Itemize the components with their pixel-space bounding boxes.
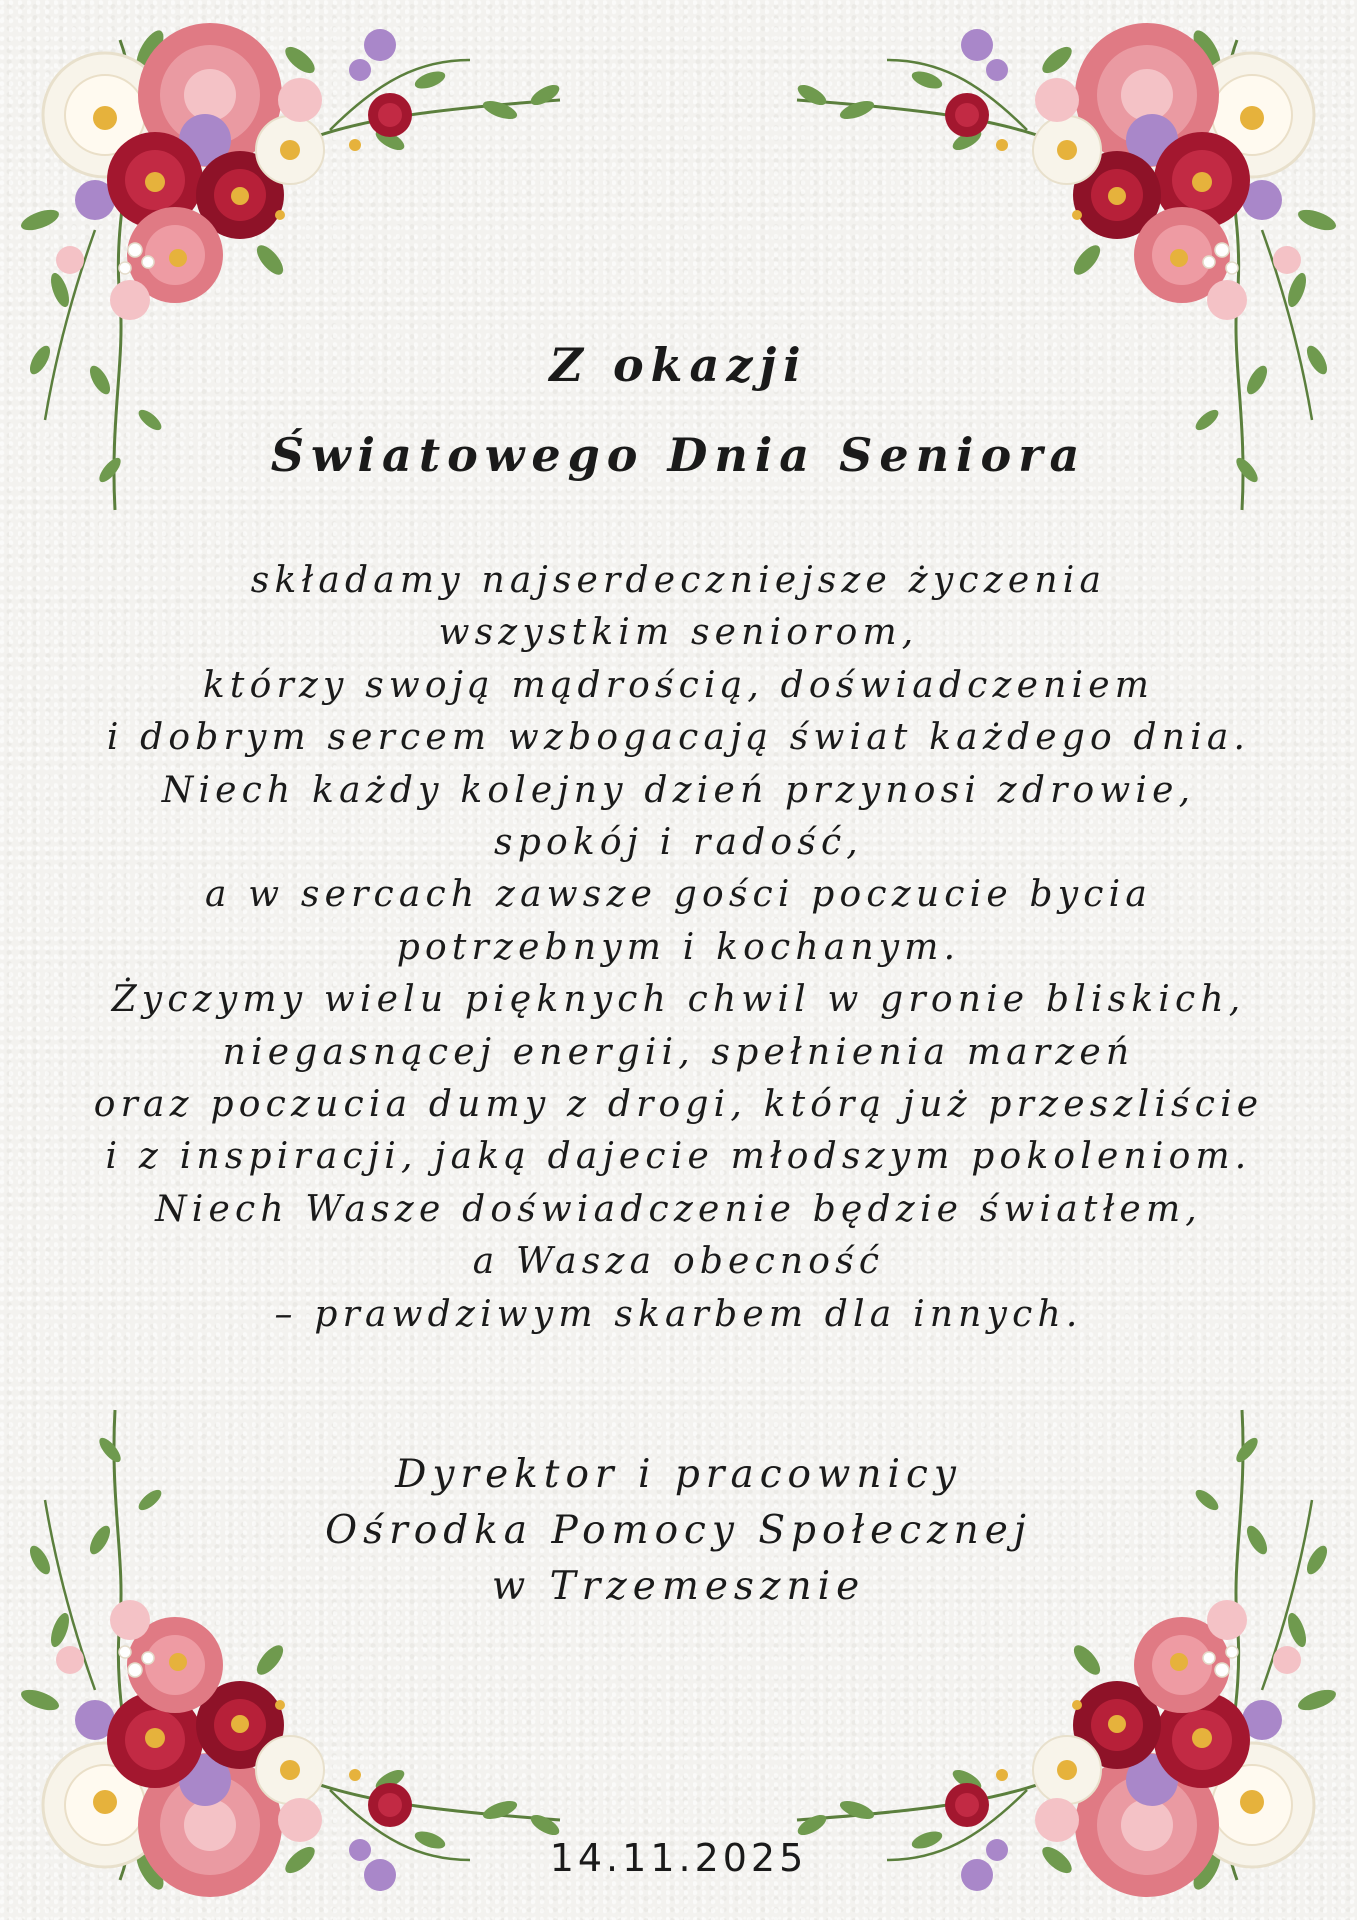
signature-block (0, 1447, 1357, 1615)
message-line: którzy swoją mądrością, doświadczeniem (202, 664, 1155, 706)
message-line: – prawdziwym skarbem dla innych. (274, 1293, 1083, 1335)
message-line: składamy najserdeczniejsze życzenia (250, 560, 1107, 601)
page-title (0, 320, 1357, 500)
signature-line-1: Dyrektor i pracownicy (395, 1452, 962, 1497)
message-line: Życzymy wielu pięknych chwil w gronie bliskich, (111, 979, 1246, 1021)
message-line: i z inspiracji, jaką dajecie młodszym pokoleniom. (105, 1136, 1252, 1178)
message-line: Niech Wasze doświadczenie będzie światłem, (155, 1188, 1202, 1230)
message-line: potrzebnym i kochanym. (396, 926, 961, 968)
message-line: wszystkim seniorom, (438, 612, 919, 654)
message-line: a Wasza obecność (472, 1241, 885, 1283)
signature-line-3: w Trzemesznie (491, 1564, 866, 1609)
message-line: spokój i radość, (494, 822, 863, 864)
message-line: Niech każdy kolejny dzień przynosi zdrowie, (161, 769, 1196, 811)
message-line: a w sercach zawsze gości poczucie bycia (204, 874, 1153, 916)
message-line: i dobrym sercem wzbogacają świat każdego dnia. (106, 717, 1251, 759)
title-line-2: Światowego Dnia Seniora (270, 428, 1087, 482)
greeting-message (0, 555, 1357, 1341)
title-line-1: Z okazji (549, 338, 808, 392)
date-label: 14.11.2025 (549, 1836, 808, 1880)
message-line: oraz poczucia dumy z drogi, którą już przeszliście (93, 1084, 1264, 1126)
signature-line-2: Ośrodka Pomocy Społecznej (325, 1508, 1032, 1553)
message-line: niegasnącej energii, spełnienia marzeń (222, 1031, 1135, 1073)
